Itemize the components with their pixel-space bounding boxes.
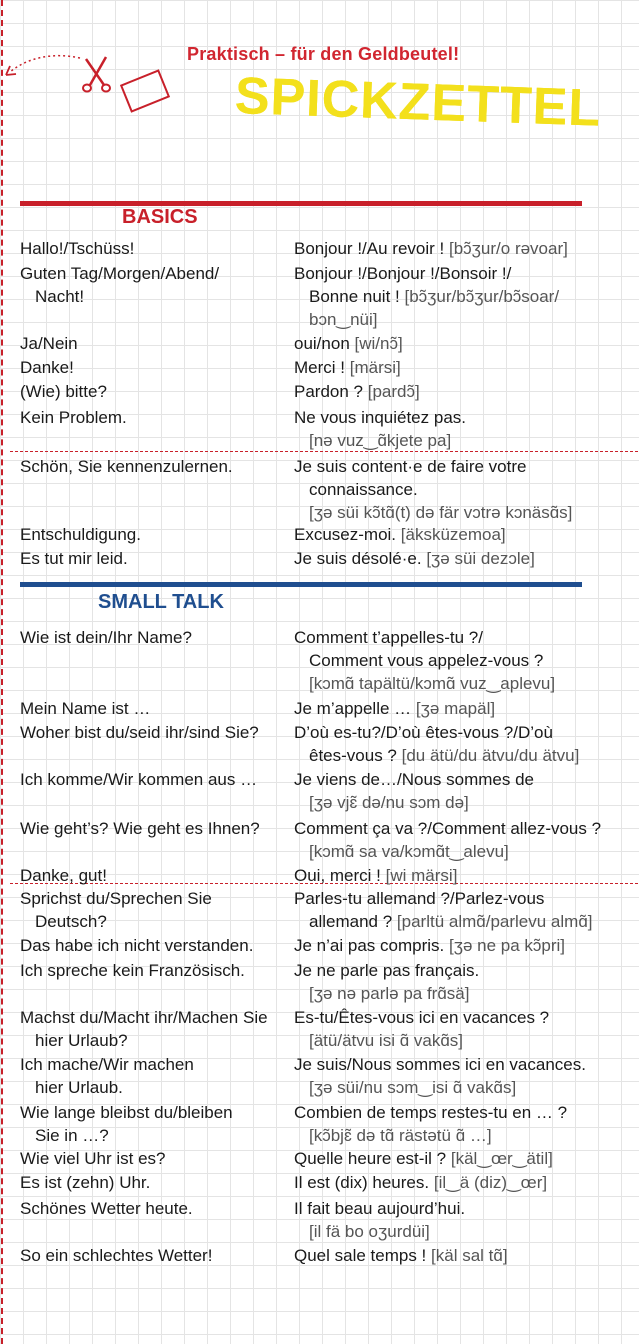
section-rule (20, 201, 582, 206)
german-line: Es tut mir leid. (20, 549, 128, 568)
french-text: Bonjour !/Bonjour !/Bonsoir !/ (294, 264, 512, 283)
phonetic-transcription: [ätü/ätvu isi ɑ̃ vakɑ̃s] (309, 1031, 464, 1050)
french-phrase (294, 768, 634, 814)
phonetic-transcription: [ʒə vjɛ̃ də/nu sɔm də] (309, 793, 469, 812)
german-line: Guten Tag/Morgen/Abend/ (20, 264, 220, 283)
french-line (294, 429, 634, 452)
french-phrase (294, 1147, 634, 1170)
french-line (294, 1124, 634, 1147)
phonetic-transcription: [käl‿œr‿ätil] (450, 1149, 553, 1168)
phonetic-transcription: [du ätü/du ätvu/du ätvu] (401, 746, 580, 765)
french-phrase (294, 1171, 634, 1194)
french-line (294, 864, 634, 887)
french-phrase (294, 406, 634, 452)
german-line: Ich komme/Wir kommen aus … (20, 770, 258, 789)
german-phrase (20, 817, 290, 840)
german-line: Schönes Wetter heute. (20, 1199, 193, 1218)
french-text: Excusez-moi. (294, 525, 397, 544)
french-text: Quel sale temps ! (294, 1246, 427, 1265)
french-line (294, 1220, 634, 1243)
french-phrase (294, 455, 634, 524)
phonetic-transcription: [kɔmɑ̃ sa va/kɔmɑ̃t‿alevu] (309, 842, 509, 861)
german-phrase (20, 237, 290, 260)
german-line: Nacht! (35, 287, 85, 306)
french-line (294, 817, 634, 840)
french-text: Combien de temps restes-tu en … ? (294, 1103, 568, 1122)
french-text: Ne vous inquiétez pas. (294, 408, 466, 427)
french-line (294, 1147, 634, 1170)
french-line (294, 478, 634, 501)
french-line (294, 1197, 634, 1220)
french-text: Merci ! (294, 358, 345, 377)
german-phrase (20, 547, 290, 570)
french-phrase (294, 1006, 634, 1052)
phonetic-transcription: bɔn‿nüi] (309, 310, 378, 329)
german-line: Es ist (zehn) Uhr. (20, 1173, 151, 1192)
german-line: Kein Problem. (20, 408, 127, 427)
phonetic-transcription: [il‿ä (diz)‿œr] (433, 1173, 548, 1192)
phonetic-transcription: [ʒə süi dezɔle] (426, 549, 535, 568)
german-line: Schön, Sie kennenzulernen. (20, 457, 233, 476)
french-text: Quelle heure est-il ? (294, 1149, 447, 1168)
french-line (294, 1029, 634, 1052)
french-line (294, 697, 634, 720)
german-phrase (20, 1244, 290, 1267)
german-phrase (20, 523, 290, 546)
subtitle: Praktisch – für den Geldbeutel! (187, 44, 460, 64)
german-line: So ein schlechtes Wetter! (20, 1246, 213, 1265)
german-line: Wie ist dein/Ihr Name? (20, 628, 192, 647)
french-line (294, 934, 634, 957)
phonetic-transcription: [kɔmɑ̃ tapältü/kɔmɑ̃ vuz‿aplevu] (309, 674, 556, 693)
french-line (294, 1006, 634, 1029)
phonetic-transcription: [wi märsi] (385, 866, 458, 885)
french-line (294, 237, 634, 260)
french-line (294, 959, 634, 982)
german-phrase (20, 768, 290, 791)
french-phrase (294, 887, 634, 933)
french-line (294, 768, 634, 791)
french-line (294, 744, 634, 767)
french-line (294, 262, 634, 285)
phonetic-transcription: [il fä bo oʒurdüi] (309, 1222, 430, 1241)
french-text: êtes-vous ? (309, 746, 397, 765)
french-text: Il est (dix) heures. (294, 1173, 430, 1192)
french-line (294, 840, 634, 863)
german-phrase (20, 626, 290, 649)
german-phrase (20, 380, 290, 403)
german-line: Danke, gut! (20, 866, 107, 885)
german-line: Wie geht’s? Wie geht es Ihnen? (20, 819, 260, 838)
french-text: Oui, merci ! (294, 866, 381, 885)
ticket-icon (120, 69, 170, 113)
german-line: Ich mache/Wir machen (20, 1055, 194, 1074)
german-phrase (20, 1147, 290, 1170)
french-phrase (294, 864, 634, 887)
german-phrase (20, 1006, 290, 1052)
french-phrase (294, 1101, 634, 1147)
french-text: Es-tu/Êtes-vous ici en vacances ? (294, 1008, 550, 1027)
french-line (294, 649, 634, 672)
phonetic-transcription: [käl sal tɑ̃] (431, 1246, 508, 1265)
french-phrase (294, 934, 634, 957)
german-line: Sie in …? (35, 1126, 109, 1145)
french-text: Je suis content·e de faire votre (294, 457, 527, 476)
french-line (294, 982, 634, 1005)
french-line (294, 887, 634, 910)
french-line (294, 791, 634, 814)
french-phrase (294, 380, 634, 403)
french-line (294, 308, 634, 331)
french-phrase (294, 721, 634, 767)
french-text: Je suis/Nous sommes ici en vacances. (294, 1055, 586, 1074)
french-text: Comment t’appelles-tu ?/ (294, 628, 483, 647)
german-line: Wie lange bleibst du/bleiben (20, 1103, 233, 1122)
phonetic-transcription: [märsi] (349, 358, 401, 377)
french-line (294, 547, 634, 570)
section-heading: SMALL TALK (98, 591, 224, 613)
french-line (294, 1053, 634, 1076)
german-phrase (20, 934, 290, 957)
phonetic-transcription: [ʒə süi kɔ̃tɑ̃(t) də fär vɔtrə kɔnäsɑ̃s] (309, 503, 573, 522)
french-text: oui/non (294, 334, 350, 353)
german-line: Woher bist du/seid ihr/sind Sie? (20, 723, 259, 742)
french-text: connaissance. (309, 480, 418, 499)
french-line (294, 721, 634, 744)
french-phrase (294, 547, 634, 570)
phonetic-transcription: [pardɔ̃] (367, 382, 420, 401)
german-line: Entschuldigung. (20, 525, 141, 544)
german-line: (Wie) bitte? (20, 382, 107, 401)
german-line: Danke! (20, 358, 74, 377)
french-line (294, 332, 634, 355)
french-line (294, 910, 634, 933)
french-text: Il fait beau aujourd’hui. (294, 1199, 466, 1218)
french-phrase (294, 1244, 634, 1267)
french-phrase (294, 1197, 634, 1243)
french-phrase (294, 262, 634, 331)
german-phrase (20, 1053, 290, 1099)
french-line (294, 406, 634, 429)
german-line: hier Urlaub? (35, 1031, 128, 1050)
french-text: Bonne nuit ! (309, 287, 400, 306)
german-line: hier Urlaub. (35, 1078, 123, 1097)
french-phrase (294, 626, 634, 695)
phonetic-transcription: [nə vuz‿ɑ̃kjete pa] (309, 431, 452, 450)
french-line (294, 285, 634, 308)
french-text: Comment vous appelez-vous ? (309, 651, 544, 670)
french-text: Je m’appelle … (294, 699, 412, 718)
french-phrase (294, 523, 634, 546)
french-line (294, 380, 634, 403)
german-line: Wie viel Uhr ist es? (20, 1149, 166, 1168)
french-line (294, 455, 634, 478)
german-phrase (20, 959, 290, 982)
cut-line (1, 0, 3, 1344)
french-line (294, 523, 634, 546)
german-line: Mein Name ist … (20, 699, 151, 718)
french-line (294, 626, 634, 649)
page-title: SPICKZETTEL (233, 66, 603, 138)
phonetic-transcription: [parltü almɑ̃/parlevu almɑ̃] (396, 912, 593, 931)
german-phrase (20, 332, 290, 355)
scissors-icon (80, 55, 114, 95)
french-text: Je suis désolé·e. (294, 549, 422, 568)
french-phrase (294, 697, 634, 720)
german-line: Ja/Nein (20, 334, 78, 353)
german-line: Deutsch? (35, 912, 107, 931)
section-rule (20, 582, 582, 587)
cut-arrow-icon (2, 50, 82, 80)
french-text: Pardon ? (294, 382, 363, 401)
german-line: Machst du/Macht ihr/Machen Sie (20, 1008, 268, 1027)
french-text: Je n’ai pas compris. (294, 936, 445, 955)
german-line: Hallo!/Tschüss! (20, 239, 135, 258)
phonetic-transcription: [kɔ̃bjɛ̃ də tɑ̃ rästətü ɑ̃ …] (309, 1126, 492, 1145)
french-line (294, 1171, 634, 1194)
german-phrase (20, 356, 290, 379)
german-phrase (20, 887, 290, 933)
french-line (294, 1076, 634, 1099)
french-line (294, 356, 634, 379)
german-line: Das habe ich nicht verstanden. (20, 936, 254, 955)
french-phrase (294, 237, 634, 260)
phonetic-transcription: [bɔ̃ʒur/o rəvoar] (448, 239, 568, 258)
phonetic-transcription: [wi/nɔ̃] (354, 334, 403, 353)
french-line (294, 1101, 634, 1124)
french-text: Comment ça va ?/Comment allez-vous ? (294, 819, 602, 838)
french-phrase (294, 817, 634, 863)
french-text: Bonjour !/Au revoir ! (294, 239, 445, 258)
german-phrase (20, 406, 290, 429)
phonetic-transcription: [äksküzemoa] (400, 525, 506, 544)
french-text: D’où es-tu?/D’où êtes-vous ?/D’où (294, 723, 553, 742)
french-phrase (294, 1053, 634, 1099)
german-phrase (20, 455, 290, 478)
phonetic-transcription: [ʒə nə parlə pa frɑ̃sä] (309, 984, 470, 1003)
german-phrase (20, 697, 290, 720)
french-line (294, 1244, 634, 1267)
german-phrase (20, 1197, 290, 1220)
section-heading: BASICS (122, 206, 198, 228)
german-line: Ich spreche kein Französisch. (20, 961, 245, 980)
german-phrase (20, 1101, 290, 1147)
german-line: Sprichst du/Sprechen Sie (20, 889, 212, 908)
phonetic-transcription: [ʒə süi/nu sɔm‿isi ɑ̃ vakɑ̃s] (309, 1078, 517, 1097)
german-phrase (20, 721, 290, 744)
french-text: Parles-tu allemand ?/Parlez-vous (294, 889, 545, 908)
french-phrase (294, 332, 634, 355)
french-text: allemand ? (309, 912, 393, 931)
phonetic-transcription: [ʒə ne pa kɔ̃pri] (448, 936, 566, 955)
phonetic-transcription: [ʒə mapäl] (415, 699, 496, 718)
french-phrase (294, 356, 634, 379)
french-phrase (294, 959, 634, 1005)
german-phrase (20, 864, 290, 887)
french-line (294, 501, 634, 524)
german-phrase (20, 262, 290, 308)
french-line (294, 672, 634, 695)
french-text: Je viens de…/Nous sommes de (294, 770, 534, 789)
phonetic-transcription: [bɔ̃ʒur/bɔ̃ʒur/bɔ̃soar/ (404, 287, 560, 306)
german-phrase (20, 1171, 290, 1194)
french-text: Je ne parle pas français. (294, 961, 480, 980)
